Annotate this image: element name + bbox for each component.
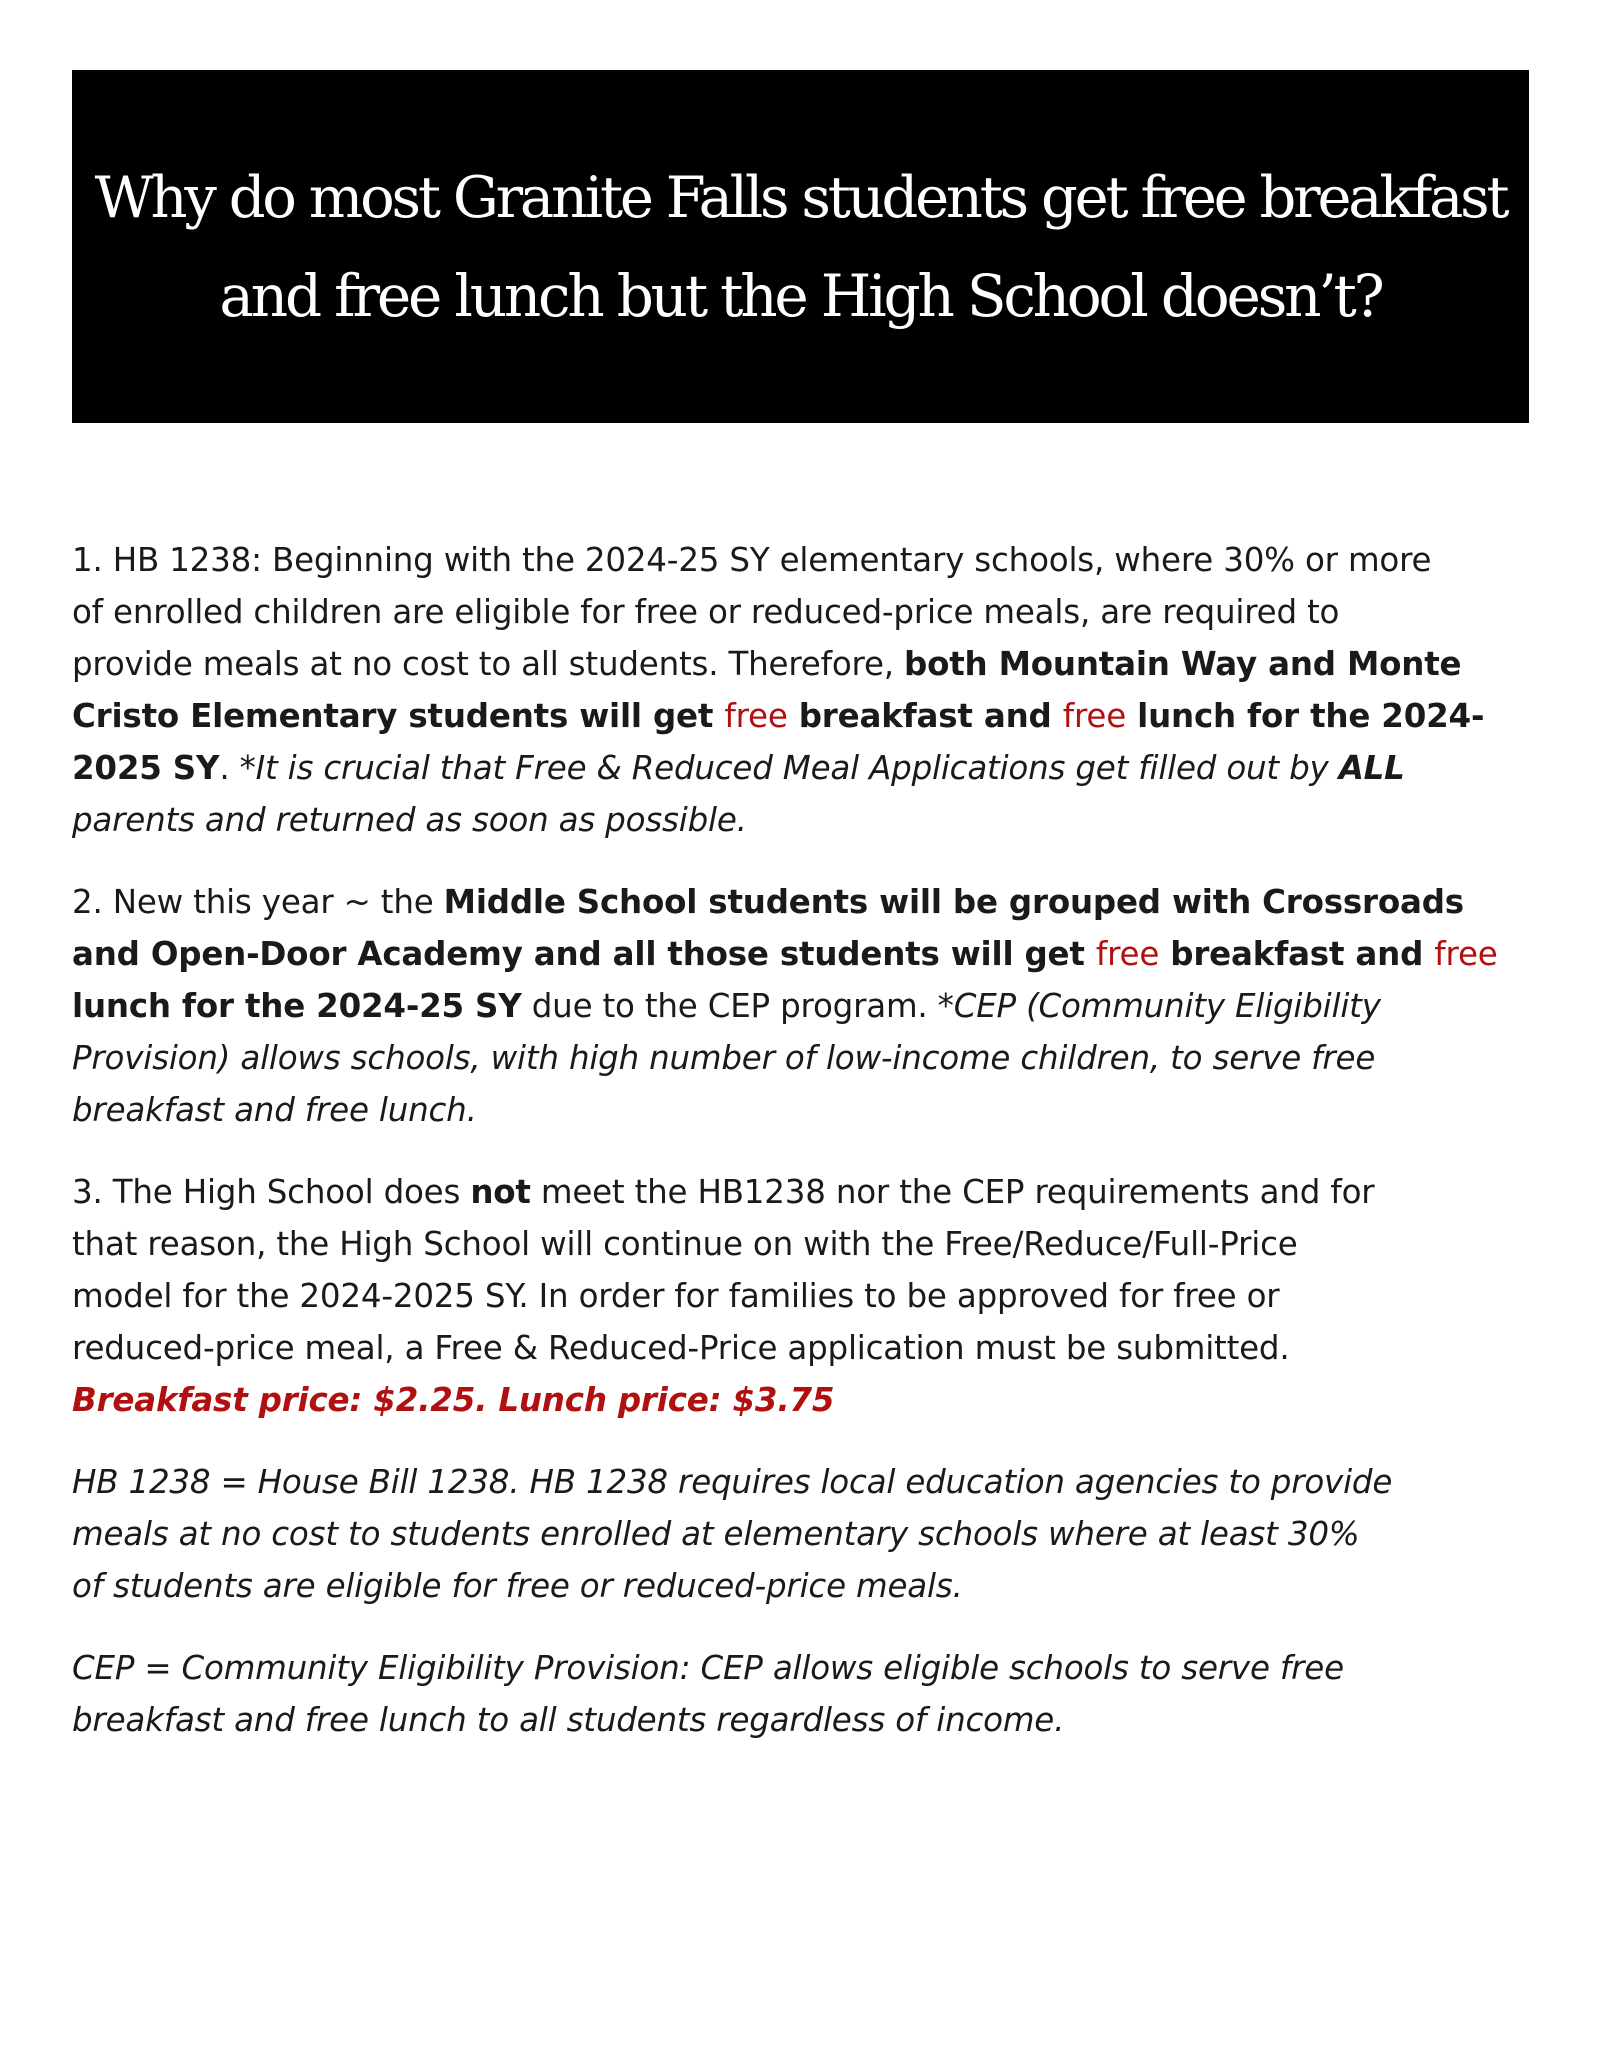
free-highlight: free [1434,935,1498,973]
meal-prices: Breakfast price: $2.25. Lunch price: $3.75 [72,1381,835,1419]
text-run: 2. New this year ~ the [72,883,444,921]
text-line [72,534,1542,586]
definition-hb1238 [72,1456,1542,1612]
text-line [72,690,1542,742]
text-line [72,1166,1542,1218]
italic-note: parents and returned as soon as possible. [72,801,747,839]
text-run: due to the CEP program. [521,987,938,1025]
italic-note: of students are eligible for free or reduced-price meals. [72,1567,963,1605]
text-run: 1. HB 1238: Beginning with the 2024-25 SY elementary schools, where 30% or more [72,541,1432,579]
italic-note: Provision) allows schools, with high number of low-income children, to serve free [72,1039,1376,1077]
bold-text: lunch for the 2024-25 SY [72,987,522,1025]
text-line [72,794,1542,846]
text-line [72,1084,1542,1136]
text-line [72,742,1542,794]
bold-text: Cristo Elementary students will get [72,697,725,735]
text-run: 3. The High School does [72,1173,471,1211]
bold-text: breakfast and [1159,935,1435,973]
paragraph-hb1238 [72,534,1542,846]
italic-note: *CEP (Community Eligibility [937,987,1381,1025]
bold-text: and Open-Door Academy and all those students will get [72,935,1096,973]
text-run: . [219,749,240,787]
text-line [72,1374,1542,1426]
title-line-1: Why do most Granite Falls students get free breakfast [94,163,1507,231]
text-line [72,928,1542,980]
paragraph-high-school [72,1166,1542,1426]
text-line [72,1270,1542,1322]
bold-text: not [470,1173,531,1211]
italic-note: HB 1238 = House Bill 1238. HB 1238 requires local education agencies to provide [72,1463,1393,1501]
text-line [72,1032,1542,1084]
bold-italic-text: ALL [1338,749,1405,787]
text-run: of enrolled children are eligible for free or reduced-price meals, are required to [72,593,1340,631]
text-run: reduced-price meal, a Free & Reduced-Price application must be submitted. [72,1329,1290,1367]
text-line [72,638,1542,690]
italic-note: breakfast and free lunch. [72,1091,477,1129]
text-line [72,1642,1542,1694]
paragraph-cep-middle-school [72,876,1542,1136]
text-line [72,586,1542,638]
definition-cep [72,1642,1542,1746]
bold-text: 2025 SY [72,749,220,787]
document-body [72,534,1542,1776]
text-line [72,1508,1542,1560]
text-line [72,1694,1542,1746]
bold-text: Middle School students will be grouped with Crossroads [443,883,1464,921]
bold-text: breakfast and [787,697,1063,735]
text-run: provide meals at no cost to all students. Therefore, [72,645,905,683]
title-banner [72,70,1529,423]
free-highlight: free [1062,697,1127,735]
bold-text: lunch for the 2024- [1126,697,1485,735]
text-line [72,876,1542,928]
italic-note: breakfast and free lunch to all students regardless of income. [72,1701,1065,1739]
italic-note: *It is crucial that Free & Reduced Meal Applications get filled out by [239,749,1339,787]
free-highlight: free [724,697,788,735]
text-line [72,980,1542,1032]
bold-text: both Mountain Way and Monte [904,645,1462,683]
text-line [72,1560,1542,1612]
italic-note: meals at no cost to students enrolled at elementary schools where at least 30% [72,1515,1360,1553]
text-run: that reason, the High School will continue on with the Free/Reduce/Full-Price [72,1225,1298,1263]
text-run: model for the 2024-2025 SY. In order for families to be approved for free or [72,1277,1280,1315]
title-line-2: and free lunch but the High School doesn’t? [219,261,1382,330]
text-line [72,1456,1542,1508]
text-line [72,1218,1542,1270]
text-run: meet the HB1238 nor the CEP requirements and for [530,1173,1375,1211]
free-highlight: free [1095,935,1160,973]
italic-note: CEP = Community Eligibility Provision: CEP allows eligible schools to serve free [72,1649,1344,1687]
text-line [72,1322,1542,1374]
